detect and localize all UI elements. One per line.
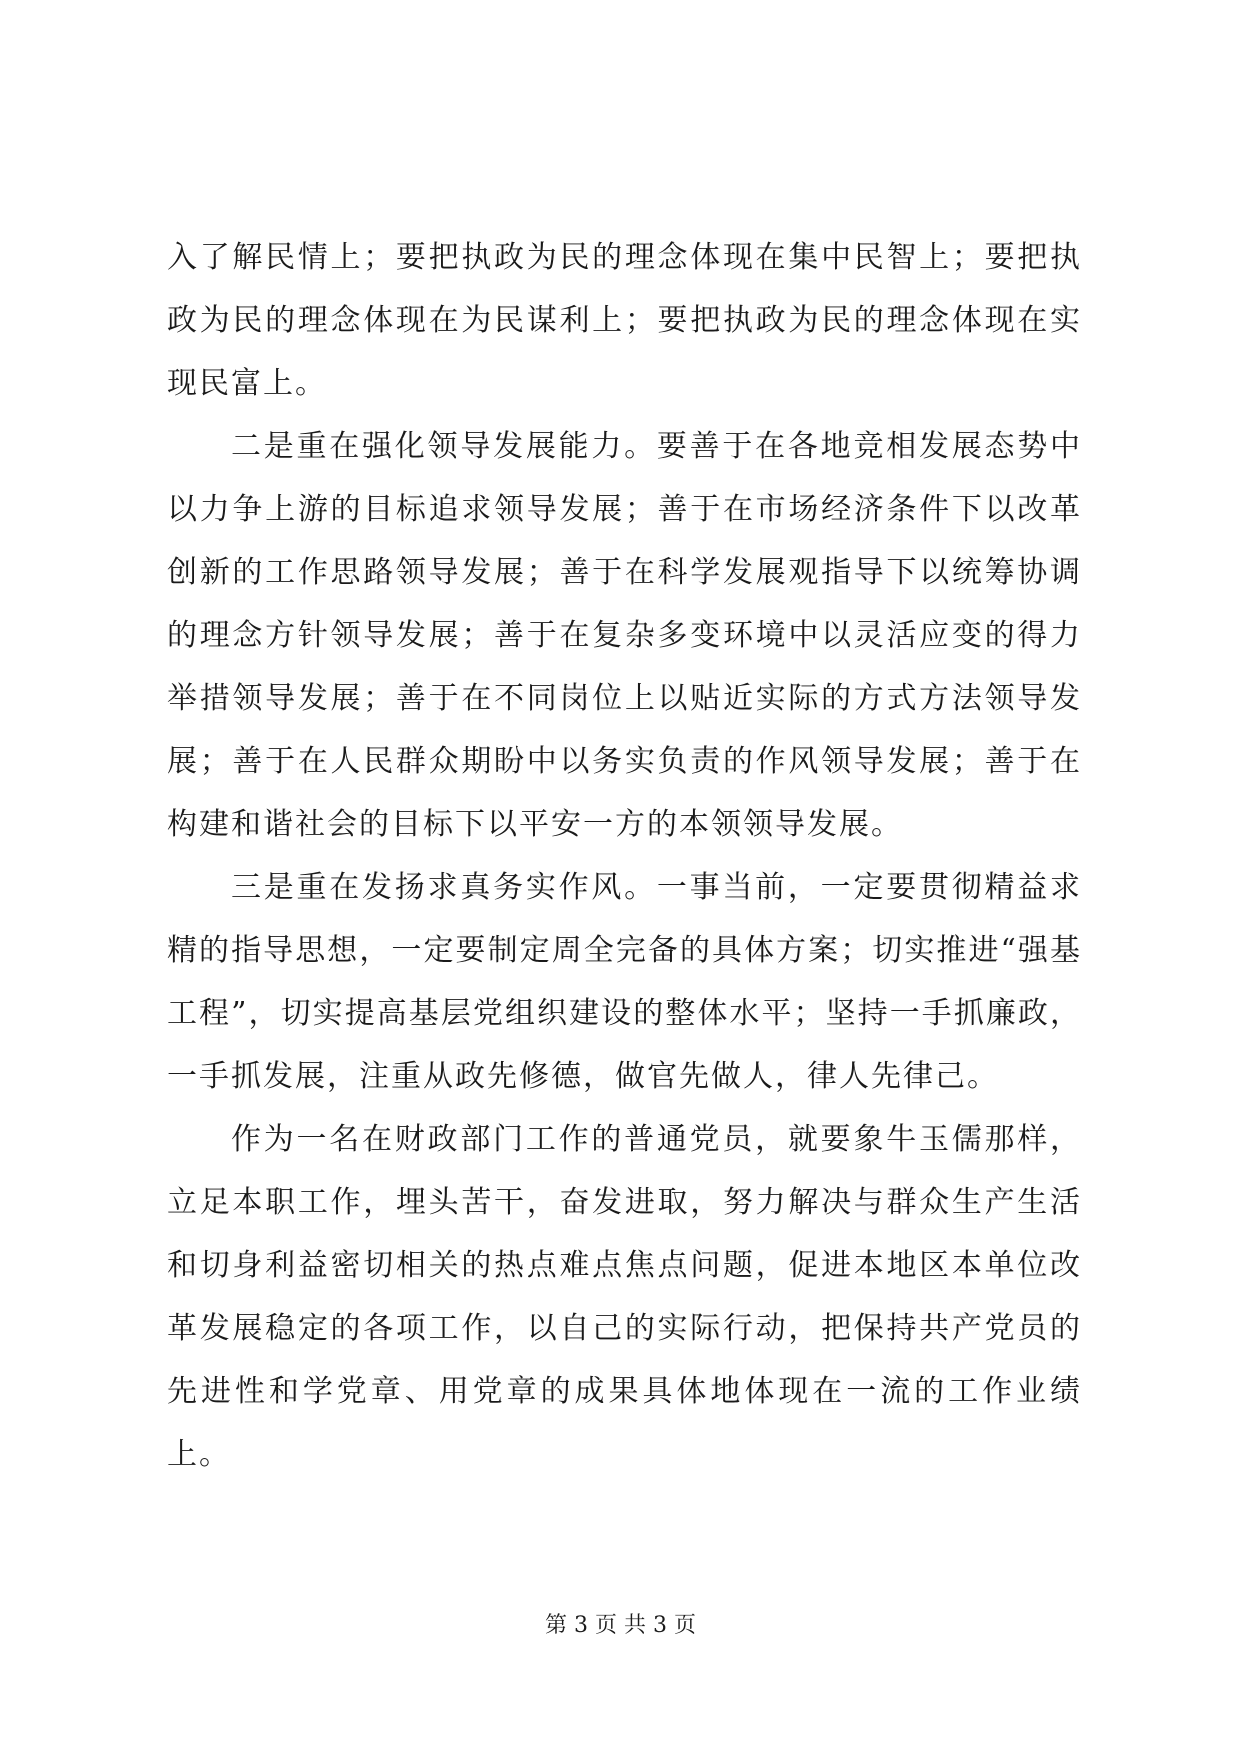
page-number-indicator: 第 3 页 共 3 页: [545, 1613, 696, 1638]
page-footer: [0, 1611, 1241, 1641]
paragraph-1: 入了解民情上；要把执政为民的理念体现在集中民智上；要把执政为民的理念体现在为民谋利上；要把执政为民的理念体现在实现民富上。: [167, 240, 1082, 401]
document-body: [167, 226, 1082, 1486]
paragraph-2: 二是重在强化领导发展能力。要善于在各地竞相发展态势中以力争上游的目标追求领导发展；善于在市场经济条件下以改革创新的工作思路领导发展；善于在科学发展观指导下以统筹协调的理念方针领导发展；善于在复杂多变环境中以灵活应变的得力举措领导发展；善于在不同岗位上以贴近实际的方式方法领导发展；善于在人民群众期盼中以务实负责的作风领导发展；善于在构建和谐社会的目标下以平安一方的本领领导发展。: [167, 429, 1082, 842]
paragraph-3: 三是重在发扬求真务实作风。一事当前，一定要贯彻精益求精的指导思想，一定要制定周全完备的具体方案；切实推进“强基工程”，切实提高基层党组织建设的整体水平；坚持一手抓廉政，一手抓发展，注重从政先修德，做官先做人，律人先律己。: [167, 870, 1082, 1094]
paragraph-4: 作为一名在财政部门工作的普通党员，就要象牛玉儒那样，立足本职工作，埋头苦干，奋发进取，努力解决与群众生产生活和切身利益密切相关的热点难点焦点问题，促进本地区本单位改革发展稳定的各项工作，以自己的实际行动，把保持共产党员的先进性和学党章、用党章的成果具体地体现在一流的工作业绩上。: [167, 1122, 1082, 1472]
